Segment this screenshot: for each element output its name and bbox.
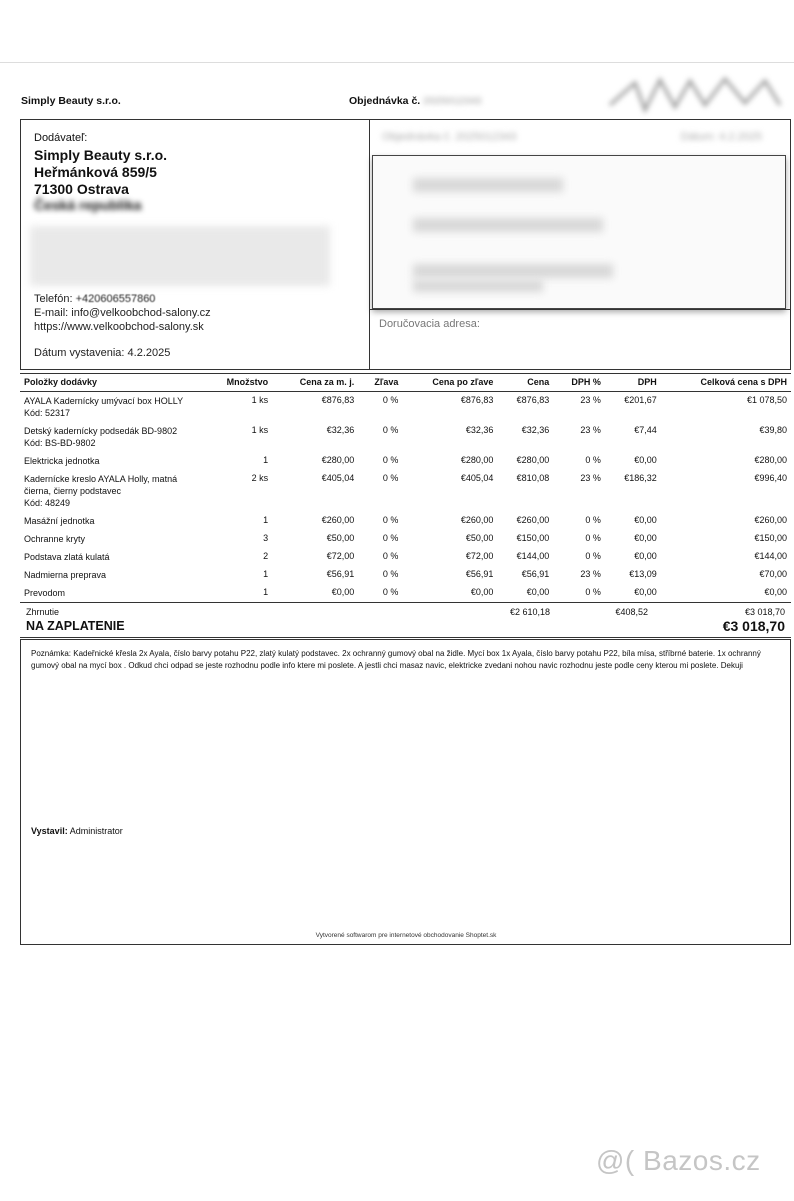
header-order-number	[349, 95, 482, 107]
items-table	[20, 373, 791, 602]
item-after: €405,04	[460, 473, 494, 483]
item-name-cell	[20, 548, 204, 566]
email-label: E-mail:	[34, 307, 69, 319]
item-name: Detský kadernícky podsedák BD-9802	[24, 426, 178, 436]
item-name-cell	[20, 566, 204, 584]
item-price: €810,08	[516, 473, 550, 483]
item-after: €32,36	[465, 425, 494, 435]
table-row	[20, 512, 791, 530]
item-name: Ochranne kryty	[24, 534, 86, 544]
to-pay-label: NA ZAPLATENIE	[26, 619, 125, 633]
col-after-discount: Cena po zľave	[402, 373, 497, 392]
to-pay-amount: €3 018,70	[722, 618, 785, 634]
item-unit: €405,04	[321, 473, 355, 483]
table-row	[20, 530, 791, 548]
item-disc: 0 %	[382, 455, 399, 465]
order-label: Objednávka č.	[349, 95, 421, 107]
item-price: €56,91	[521, 569, 550, 579]
table-row	[20, 548, 791, 566]
delivery-divider	[370, 309, 791, 310]
redacted-line-2	[413, 218, 603, 232]
item-price: €32,36	[521, 425, 550, 435]
item-qty: 1 ks	[251, 425, 269, 435]
item-total: €70,00	[759, 569, 787, 579]
item-total: €260,00	[754, 515, 787, 525]
item-vat-pct: 23 %	[580, 473, 601, 483]
col-unit-price: Cena za m. j.	[272, 373, 358, 392]
item-vat: €0,00	[634, 551, 657, 561]
item-disc: 0 %	[382, 515, 399, 525]
item-name-cell	[20, 530, 204, 548]
issue-date-value: 4.2.2025	[127, 347, 171, 359]
table-row	[20, 452, 791, 470]
col-items: Položky dodávky	[20, 373, 204, 392]
item-code: Kód: 52317	[24, 408, 71, 418]
item-unit: €876,83	[321, 395, 355, 405]
supplier-label: Dodávateľ:	[34, 132, 88, 144]
item-vat-pct: 23 %	[580, 425, 601, 435]
item-name-cell	[20, 512, 204, 530]
supplier-city: 71300 Ostrava	[34, 181, 129, 197]
item-name: Nadmierna preprava	[24, 570, 107, 580]
item-qty: 1	[263, 569, 269, 579]
item-vat: €186,32	[624, 473, 657, 483]
item-total: €996,40	[754, 473, 787, 483]
item-name-cell	[20, 584, 204, 602]
item-qty: 1	[263, 515, 269, 525]
item-disc: 0 %	[382, 425, 399, 435]
item-vat-pct: 23 %	[580, 569, 601, 579]
item-unit: €0,00	[331, 587, 355, 597]
item-vat-pct: 0 %	[585, 515, 601, 525]
item-vat: €0,00	[634, 587, 657, 597]
footer-credit: Vytvorené softwarom pre internetové obchodovanie Shoptet.sk	[315, 932, 497, 939]
phone-label: Telefón:	[34, 293, 73, 305]
table-row	[20, 584, 791, 602]
col-qty: Množstvo	[204, 373, 272, 392]
top-margin	[0, 0, 794, 62]
item-name: Podstava zlatá kulatá	[24, 552, 110, 562]
col-vat: DPH	[605, 373, 661, 392]
items-header-row	[20, 373, 791, 392]
item-vat: €0,00	[634, 455, 657, 465]
right-date-blurred: Dátum: 4.2.2025	[680, 131, 762, 143]
item-price: €0,00	[526, 587, 550, 597]
item-unit: €32,36	[326, 425, 355, 435]
supplier-name: Simply Beauty s.r.o.	[34, 147, 168, 163]
item-vat-pct: 0 %	[585, 551, 601, 561]
item-total: €0,00	[764, 587, 787, 597]
item-total: €39,80	[759, 425, 787, 435]
table-row	[20, 566, 791, 584]
issue-date	[34, 347, 170, 359]
item-disc: 0 %	[382, 569, 399, 579]
item-disc: 0 %	[382, 395, 399, 405]
item-name-cell	[20, 470, 204, 512]
order-number-redacted: 2025012343	[423, 95, 482, 107]
col-price: Cena	[497, 373, 553, 392]
item-name-cell	[20, 422, 204, 452]
price-total: €2 610,18	[509, 607, 550, 617]
right-order-row	[382, 131, 782, 143]
item-price: €876,83	[516, 395, 550, 405]
item-vat-pct: 0 %	[585, 587, 601, 597]
totals-section	[20, 603, 791, 638]
item-name: Prevodom	[24, 588, 66, 598]
issued-label: Vystavil:	[31, 826, 68, 836]
item-price: €150,00	[516, 533, 550, 543]
supplier-street: Heřmánková 859/5	[34, 164, 157, 180]
supplier-email	[34, 307, 211, 319]
item-disc: 0 %	[382, 533, 399, 543]
item-price: €280,00	[516, 455, 550, 465]
supplier-country: Česká republika	[34, 197, 142, 213]
item-price: €260,00	[516, 515, 550, 525]
item-unit: €56,91	[326, 569, 355, 579]
email-value: info@velkoobchod-salony.cz	[71, 307, 211, 319]
redacted-line-3	[413, 264, 613, 278]
item-after: €0,00	[470, 587, 494, 597]
item-total: €150,00	[754, 533, 787, 543]
item-vat: €0,00	[634, 533, 657, 543]
item-vat: €7,44	[634, 425, 657, 435]
item-vat-pct: 23 %	[580, 395, 601, 405]
item-name: Kadernícke kreslo AYALA Holly, matná čierna, čierny podstavec	[24, 474, 178, 496]
item-unit: €72,00	[326, 551, 355, 561]
redacted-line-1	[413, 178, 563, 192]
item-name: AYALA Kadernícky umývací box HOLLY	[24, 396, 184, 406]
item-vat: €13,09	[629, 569, 657, 579]
item-disc: 0 %	[382, 551, 399, 561]
item-code: Kód: 48249	[24, 498, 71, 508]
supplier-phone	[34, 293, 155, 305]
item-vat-pct: 0 %	[585, 455, 601, 465]
issue-date-label: Dátum vystavenia:	[34, 347, 125, 359]
issued-by	[31, 826, 123, 836]
item-name-cell	[20, 452, 204, 470]
grand-total: €3 018,70	[744, 607, 785, 617]
item-after: €876,83	[460, 395, 494, 405]
notes-text: Poznámka: Kadeřnické křesla 2x Ayala, číslo barvy potahu P22, zlatý kulatý podstavec. 2x ochranný gumový obal na židle. Mycí box 1x Ayala, číslo barvy potahu P22, bíla mísa, stříbrné baterie. 1x ochranný gumový obal na mycí box . Odkud chci odpad se jeste rozhodnu podle info ktere mi poslete. A jestli chci masaz navic, elektricke zvedani nohou navic rozhodnu jeste podle ceny kterou mi poslete. Dekuji	[31, 649, 761, 670]
col-total: Celková cena s DPH	[661, 373, 791, 392]
redaction-scribble	[605, 75, 785, 115]
right-order-blurred: Objednávka č. 2025012343	[382, 131, 517, 143]
item-qty: 1	[263, 587, 269, 597]
item-disc: 0 %	[382, 587, 399, 597]
item-total: €280,00	[754, 455, 787, 465]
redacted-line-4	[413, 280, 543, 292]
delivery-address-label: Doručovacia adresa:	[379, 318, 480, 330]
table-row	[20, 470, 791, 512]
item-vat: €201,67	[624, 395, 657, 405]
item-name: Elektricka jednotka	[24, 456, 100, 466]
header-company: Simply Beauty s.r.o.	[21, 95, 121, 107]
item-vat: €0,00	[634, 515, 657, 525]
vat-total: €408,52	[615, 607, 648, 617]
item-after: €50,00	[465, 533, 494, 543]
item-name: Masážní jednotka	[24, 516, 95, 526]
item-after: €72,00	[465, 551, 494, 561]
item-qty: 3	[263, 533, 269, 543]
issued-value: Administrator	[69, 826, 123, 836]
item-vat-pct: 0 %	[585, 533, 601, 543]
item-unit: €50,00	[326, 533, 355, 543]
col-vat-pct: DPH %	[553, 373, 605, 392]
customer-address-box	[372, 155, 786, 309]
item-price: €144,00	[516, 551, 550, 561]
bazos-watermark: @( Bazos.cz	[596, 1145, 761, 1176]
item-total: €1 078,50	[746, 395, 787, 405]
item-name-cell	[20, 392, 204, 423]
item-code: Kód: BS-BD-9802	[24, 438, 96, 448]
item-total: €144,00	[754, 551, 787, 561]
item-unit: €280,00	[321, 455, 355, 465]
item-qty: 1 ks	[251, 395, 269, 405]
item-after: €56,91	[465, 569, 494, 579]
item-qty: 2	[263, 551, 269, 561]
item-qty: 1	[263, 455, 269, 465]
item-after: €280,00	[460, 455, 494, 465]
item-disc: 0 %	[382, 473, 399, 483]
summary-label: Zhrnutie	[26, 607, 60, 617]
supplier-web: https://www.velkoobchod-salony.sk	[34, 321, 204, 333]
col-discount: Zľava	[358, 373, 402, 392]
redacted-ids	[30, 226, 330, 286]
notes-box	[20, 639, 791, 945]
table-row	[20, 392, 791, 423]
phone-value: +420606557860	[75, 293, 156, 305]
item-qty: 2 ks	[251, 473, 269, 483]
item-after: €260,00	[460, 515, 494, 525]
item-unit: €260,00	[321, 515, 355, 525]
table-row	[20, 422, 791, 452]
